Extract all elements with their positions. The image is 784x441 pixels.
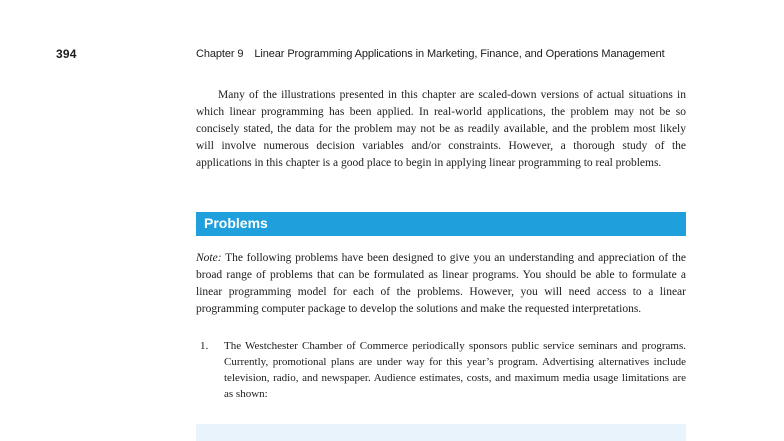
problem-item [196, 338, 686, 402]
chapter-label: Chapter 9 [196, 48, 244, 60]
table-background-band [196, 424, 686, 441]
page-number: 394 [56, 47, 77, 61]
problem-text: The Westchester Chamber of Commerce periodically sponsors public service seminars and programs. Currently, promotional plans are under way for this year’s program. Advertising alternatives include television, radio, and newspaper. Audience estimates, costs, and maximum media usage limitations are as shown: [224, 340, 686, 400]
intro-paragraph: Many of the illustrations presented in this chapter are scaled-down versions of actual situations in which linear programming has been applied. In real-world applications, the problem may not be so concisely stated, the data for the problem may not be as readily available, and the problem most likely will involve numerous decision variables and/or constraints. However, a thorough study of the applications in this chapter is a good place to begin in applying linear programming to real problems. [196, 89, 686, 169]
problems-section-header [196, 212, 686, 236]
chapter-title: Linear Programming Applications in Marketing, Finance, and Operations Management [254, 48, 665, 60]
running-head [196, 48, 665, 60]
section-title: Problems [204, 215, 268, 231]
note-label: Note: [196, 252, 222, 264]
note-text: The following problems have been designed to give you an understanding and appreciation of the broad range of problems that can be formulated as linear programs. You should be able to formulate a linear programming model for each of the problems. However, you will need access to a linear programming computer package to develop the solutions and make the requested interpretations. [196, 252, 686, 315]
note-paragraph [196, 250, 686, 318]
problem-number: 1. [200, 340, 209, 352]
